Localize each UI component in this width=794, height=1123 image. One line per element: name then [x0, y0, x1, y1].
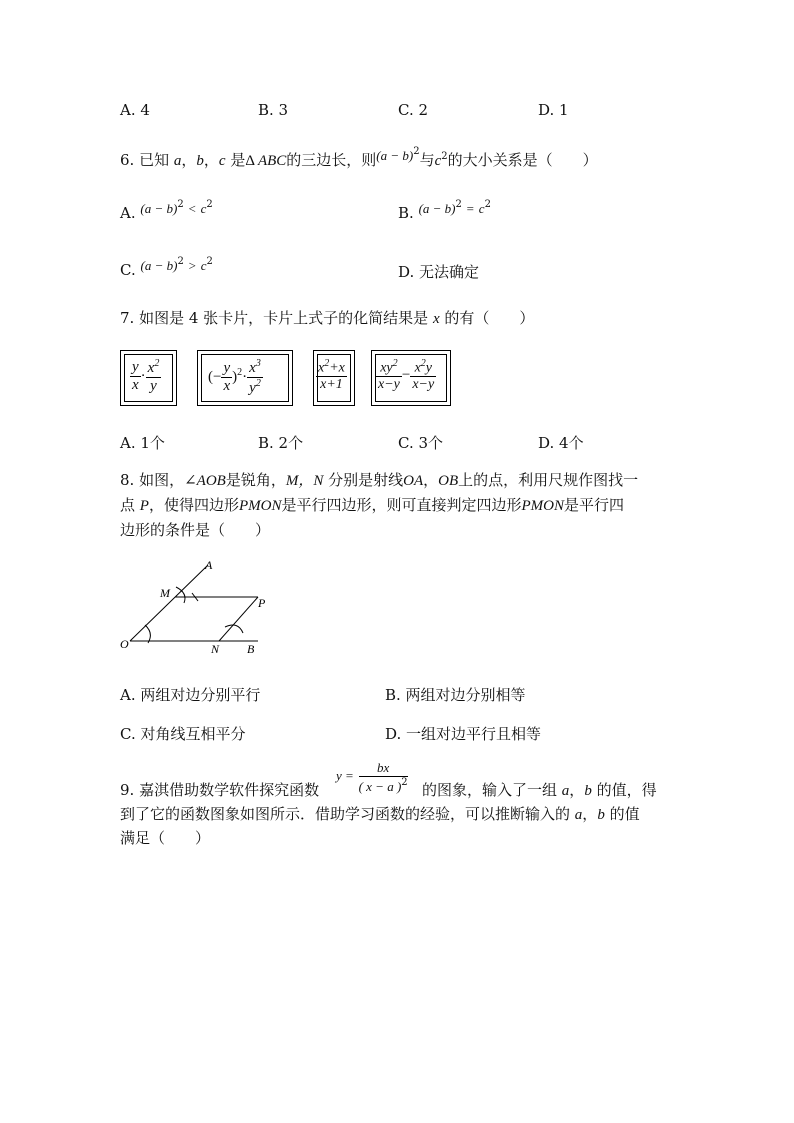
q5-option-a: A. 4: [120, 101, 150, 119]
label-n: N: [211, 642, 220, 656]
label-p: P: [258, 596, 266, 610]
ray-oa: [130, 565, 208, 641]
q9-stem-line2: 到了它的函数图象如图所示．借助学习函数的经验，可以推断输入的 a，b 的值: [120, 805, 640, 823]
q9-function-formula: y = $\frac{bx}{( x - a )^2}$: [336, 760, 408, 794]
label-a: A: [205, 558, 213, 572]
card-3: $\frac{x^2+x}{x+1}$: [313, 350, 355, 406]
q9-stem-line1-post: 的图象，输入了一组 a，b 的值，得: [422, 781, 657, 799]
q8-parallelogram-figure: [112, 555, 282, 660]
label-o: O: [120, 637, 129, 651]
label-b: B: [247, 642, 255, 656]
q5-option-d: D. 1: [538, 101, 569, 119]
label-m: M: [160, 586, 170, 600]
card-1: $\frac{y}{x}$ · $\frac{x^2}{y}$: [120, 350, 177, 406]
q5-option-b: B. 3: [258, 101, 289, 119]
q8-stem-line2: 点 P，使得四边形PMON是平行四边形，则可直接判定四边形PMON是平行四: [120, 496, 625, 514]
q8-option-d: D. 一组对边平行且相等: [385, 725, 542, 743]
segment-np: [219, 597, 258, 641]
q8-option-b: B. 两组对边分别相等: [385, 686, 526, 704]
q9-stem-line1: 9. 嘉淇借助数学软件探究函数: [120, 781, 320, 799]
card-2: (− $\frac{y}{x}$ )$^2$· $\frac{x^3}{y^2}$: [197, 350, 293, 406]
q5-option-c: C. 2: [398, 101, 429, 119]
q8-stem-line3: 边形的条件是（ ）: [120, 521, 271, 539]
q7-option-a: A. 1个: [120, 434, 165, 452]
q6-option-b: B. $(a - b)^2 = c^2$: [398, 199, 491, 222]
q7-option-d: D. 4个: [538, 434, 584, 452]
q9-stem-line3: 满足（ ）: [120, 829, 211, 847]
q6-option-a: A. $(a - b)^2 < c^2$: [120, 199, 213, 222]
q6-option-d: D. 无法确定: [398, 263, 480, 281]
q7-option-c: C. 3个: [398, 434, 444, 452]
arc-o: [145, 625, 150, 643]
card-4: $\frac{xy^2}{x-y}$ − $\frac{x^2y}{x-y}$: [371, 350, 451, 406]
q7-stem: 7. 如图是 4 张卡片，卡片上式子的化简结果是 x 的有（ ）: [120, 309, 535, 327]
q8-stem-line1: 8. 如图，∠AOB是锐角，M，N 分别是射线OA，OB上的点，利用尺规作图找一: [120, 471, 639, 489]
q8-option-c: C. 对角线互相平分: [120, 725, 246, 743]
q6-option-c: C. $(a - b)^2 > c^2$: [120, 256, 213, 279]
q8-option-a: A. 两组对边分别平行: [120, 686, 261, 704]
q6-stem: 6. 已知 a，b，c 是Δ ABC的三边长，则$(a - b)^2$与$c^2$的大小关系是（ ）: [120, 146, 598, 169]
q7-option-b: B. 2个: [258, 434, 304, 452]
